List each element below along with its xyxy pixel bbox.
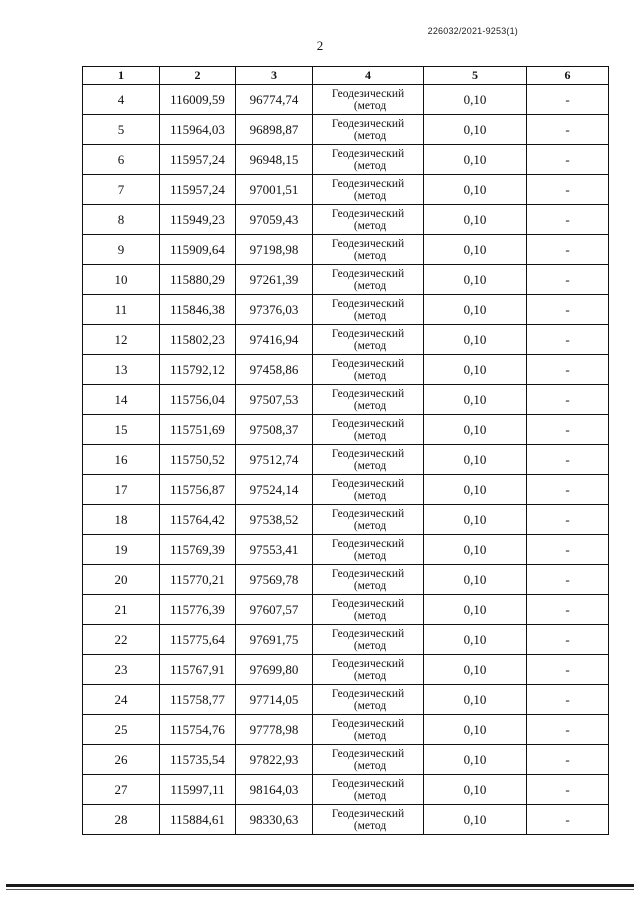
- method-line-1: Геодезический: [331, 777, 405, 790]
- point-number-cell: 6: [83, 145, 160, 175]
- note-cell: -: [527, 475, 609, 505]
- x-coordinate-cell: 115802,23: [160, 325, 236, 355]
- method-cell: [313, 355, 424, 385]
- method-cell: [313, 715, 424, 745]
- note-cell: -: [527, 85, 609, 115]
- method-line-2: (метод: [353, 339, 387, 352]
- y-coordinate-cell: 96898,87: [236, 115, 313, 145]
- y-coordinate-cell: 97569,78: [236, 565, 313, 595]
- method-line-1: Геодезический: [331, 657, 405, 670]
- table-row: [83, 595, 609, 625]
- method-line-1: Геодезический: [331, 597, 405, 610]
- y-coordinate-cell: 97538,52: [236, 505, 313, 535]
- table-row: [83, 385, 609, 415]
- accuracy-cell: 0,10: [424, 235, 527, 265]
- accuracy-cell: 0,10: [424, 805, 527, 835]
- note-cell: -: [527, 385, 609, 415]
- point-number-cell: 25: [83, 715, 160, 745]
- method-cell: [313, 745, 424, 775]
- method-line-2: (метод: [353, 429, 387, 442]
- method-line-1: Геодезический: [331, 207, 405, 220]
- note-cell: -: [527, 535, 609, 565]
- table-row: [83, 745, 609, 775]
- method-line-2: (метод: [353, 99, 387, 112]
- y-coordinate-cell: 97458,86: [236, 355, 313, 385]
- x-coordinate-cell: 115756,87: [160, 475, 236, 505]
- table-row: [83, 175, 609, 205]
- accuracy-cell: 0,10: [424, 505, 527, 535]
- accuracy-cell: 0,10: [424, 175, 527, 205]
- table-row: [83, 235, 609, 265]
- accuracy-cell: 0,10: [424, 265, 527, 295]
- note-cell: -: [527, 415, 609, 445]
- accuracy-cell: 0,10: [424, 355, 527, 385]
- y-coordinate-cell: 97059,43: [236, 205, 313, 235]
- method-line-1: Геодезический: [331, 177, 405, 190]
- point-number-cell: 20: [83, 565, 160, 595]
- point-number-cell: 13: [83, 355, 160, 385]
- point-number-cell: 16: [83, 445, 160, 475]
- note-cell: -: [527, 625, 609, 655]
- table-row: [83, 775, 609, 805]
- point-number-cell: 15: [83, 415, 160, 445]
- point-number-cell: 10: [83, 265, 160, 295]
- method-cell: [313, 205, 424, 235]
- point-number-cell: 7: [83, 175, 160, 205]
- accuracy-cell: 0,10: [424, 325, 527, 355]
- point-number-cell: 14: [83, 385, 160, 415]
- accuracy-cell: 0,10: [424, 385, 527, 415]
- method-line-2: (метод: [353, 279, 387, 292]
- table-row: [83, 445, 609, 475]
- x-coordinate-cell: 115756,04: [160, 385, 236, 415]
- point-number-cell: 19: [83, 535, 160, 565]
- accuracy-cell: 0,10: [424, 295, 527, 325]
- point-number-cell: 8: [83, 205, 160, 235]
- accuracy-cell: 0,10: [424, 745, 527, 775]
- table-header-row: [83, 67, 609, 85]
- method-line-2: (метод: [353, 579, 387, 592]
- bottom-border-line-thin: [6, 889, 634, 890]
- accuracy-cell: 0,10: [424, 625, 527, 655]
- point-number-cell: 27: [83, 775, 160, 805]
- method-line-1: Геодезический: [331, 87, 405, 100]
- method-cell: [313, 415, 424, 445]
- method-line-2: (метод: [353, 459, 387, 472]
- table-row: [83, 625, 609, 655]
- header-col-2: 2: [160, 67, 236, 85]
- accuracy-cell: 0,10: [424, 715, 527, 745]
- point-number-cell: 18: [83, 505, 160, 535]
- coordinates-table: [82, 66, 609, 835]
- point-number-cell: 24: [83, 685, 160, 715]
- table-row: [83, 265, 609, 295]
- y-coordinate-cell: 97261,39: [236, 265, 313, 295]
- accuracy-cell: 0,10: [424, 655, 527, 685]
- point-number-cell: 21: [83, 595, 160, 625]
- note-cell: -: [527, 355, 609, 385]
- x-coordinate-cell: 115884,61: [160, 805, 236, 835]
- point-number-cell: 5: [83, 115, 160, 145]
- x-coordinate-cell: 115735,54: [160, 745, 236, 775]
- point-number-cell: 28: [83, 805, 160, 835]
- method-line-2: (метод: [353, 309, 387, 322]
- x-coordinate-cell: 115957,24: [160, 175, 236, 205]
- accuracy-cell: 0,10: [424, 595, 527, 625]
- note-cell: -: [527, 745, 609, 775]
- method-line-1: Геодезический: [331, 357, 405, 370]
- method-line-2: (метод: [353, 129, 387, 142]
- point-number-cell: 23: [83, 655, 160, 685]
- note-cell: -: [527, 565, 609, 595]
- y-coordinate-cell: 97822,93: [236, 745, 313, 775]
- note-cell: -: [527, 265, 609, 295]
- point-number-cell: 11: [83, 295, 160, 325]
- y-coordinate-cell: 97553,41: [236, 535, 313, 565]
- table-row: [83, 655, 609, 685]
- header-col-5: 5: [424, 67, 527, 85]
- method-line-1: Геодезический: [331, 507, 405, 520]
- method-cell: [313, 175, 424, 205]
- note-cell: -: [527, 235, 609, 265]
- y-coordinate-cell: 96774,74: [236, 85, 313, 115]
- method-line-1: Геодезический: [331, 387, 405, 400]
- table-row: [83, 115, 609, 145]
- y-coordinate-cell: 97376,03: [236, 295, 313, 325]
- y-coordinate-cell: 97507,53: [236, 385, 313, 415]
- method-line-2: (метод: [353, 189, 387, 202]
- header-col-3: 3: [236, 67, 313, 85]
- accuracy-cell: 0,10: [424, 685, 527, 715]
- method-line-1: Геодезический: [331, 807, 405, 820]
- x-coordinate-cell: 115769,39: [160, 535, 236, 565]
- method-line-1: Геодезический: [331, 267, 405, 280]
- method-line-1: Геодезический: [331, 567, 405, 580]
- method-line-1: Геодезический: [331, 237, 405, 250]
- x-coordinate-cell: 115764,42: [160, 505, 236, 535]
- method-line-1: Геодезический: [331, 627, 405, 640]
- method-cell: [313, 505, 424, 535]
- table-row: [83, 205, 609, 235]
- x-coordinate-cell: 115750,52: [160, 445, 236, 475]
- table-row: [83, 145, 609, 175]
- method-cell: [313, 445, 424, 475]
- table-row: [83, 685, 609, 715]
- y-coordinate-cell: 97508,37: [236, 415, 313, 445]
- note-cell: -: [527, 715, 609, 745]
- document-number: 226032/2021-9253(1): [427, 26, 518, 36]
- x-coordinate-cell: 115792,12: [160, 355, 236, 385]
- note-cell: -: [527, 145, 609, 175]
- y-coordinate-cell: 97607,57: [236, 595, 313, 625]
- method-line-2: (метод: [353, 609, 387, 622]
- method-cell: [313, 805, 424, 835]
- table-row: [83, 715, 609, 745]
- method-cell: [313, 475, 424, 505]
- method-line-1: Геодезический: [331, 297, 405, 310]
- method-line-1: Геодезический: [331, 537, 405, 550]
- note-cell: -: [527, 775, 609, 805]
- y-coordinate-cell: 97691,75: [236, 625, 313, 655]
- note-cell: -: [527, 115, 609, 145]
- x-coordinate-cell: 115767,91: [160, 655, 236, 685]
- x-coordinate-cell: 115964,03: [160, 115, 236, 145]
- accuracy-cell: 0,10: [424, 445, 527, 475]
- y-coordinate-cell: 97512,74: [236, 445, 313, 475]
- method-line-2: (метод: [353, 159, 387, 172]
- method-cell: [313, 535, 424, 565]
- method-line-1: Геодезический: [331, 687, 405, 700]
- note-cell: -: [527, 595, 609, 625]
- point-number-cell: 22: [83, 625, 160, 655]
- header-col-1: 1: [83, 67, 160, 85]
- accuracy-cell: 0,10: [424, 205, 527, 235]
- table-row: [83, 355, 609, 385]
- accuracy-cell: 0,10: [424, 415, 527, 445]
- method-line-2: (метод: [353, 819, 387, 832]
- note-cell: -: [527, 295, 609, 325]
- method-cell: [313, 775, 424, 805]
- method-line-2: (метод: [353, 669, 387, 682]
- accuracy-cell: 0,10: [424, 145, 527, 175]
- note-cell: -: [527, 175, 609, 205]
- method-line-2: (метод: [353, 399, 387, 412]
- method-cell: [313, 295, 424, 325]
- point-number-cell: 17: [83, 475, 160, 505]
- y-coordinate-cell: 97416,94: [236, 325, 313, 355]
- point-number-cell: 26: [83, 745, 160, 775]
- accuracy-cell: 0,10: [424, 775, 527, 805]
- method-line-1: Геодезический: [331, 717, 405, 730]
- note-cell: -: [527, 505, 609, 535]
- accuracy-cell: 0,10: [424, 115, 527, 145]
- note-cell: -: [527, 655, 609, 685]
- x-coordinate-cell: 115758,77: [160, 685, 236, 715]
- method-cell: [313, 595, 424, 625]
- y-coordinate-cell: 97778,98: [236, 715, 313, 745]
- x-coordinate-cell: 115776,39: [160, 595, 236, 625]
- y-coordinate-cell: 96948,15: [236, 145, 313, 175]
- table-row: [83, 565, 609, 595]
- method-line-1: Геодезический: [331, 327, 405, 340]
- method-line-2: (метод: [353, 549, 387, 562]
- method-line-2: (метод: [353, 789, 387, 802]
- x-coordinate-cell: 115770,21: [160, 565, 236, 595]
- table-row: [83, 505, 609, 535]
- y-coordinate-cell: 98164,03: [236, 775, 313, 805]
- bottom-border-line: [6, 884, 634, 887]
- method-cell: [313, 385, 424, 415]
- note-cell: -: [527, 205, 609, 235]
- method-cell: [313, 655, 424, 685]
- method-line-2: (метод: [353, 219, 387, 232]
- y-coordinate-cell: 97001,51: [236, 175, 313, 205]
- note-cell: -: [527, 805, 609, 835]
- y-coordinate-cell: 97699,80: [236, 655, 313, 685]
- note-cell: -: [527, 325, 609, 355]
- method-line-2: (метод: [353, 249, 387, 262]
- x-coordinate-cell: 115846,38: [160, 295, 236, 325]
- x-coordinate-cell: 115880,29: [160, 265, 236, 295]
- x-coordinate-cell: 115909,64: [160, 235, 236, 265]
- y-coordinate-cell: 97524,14: [236, 475, 313, 505]
- table-row: [83, 325, 609, 355]
- point-number-cell: 4: [83, 85, 160, 115]
- table-body: [83, 85, 609, 835]
- point-number-cell: 12: [83, 325, 160, 355]
- method-line-1: Геодезический: [331, 147, 405, 160]
- page-number: 2: [316, 38, 324, 53]
- method-cell: [313, 685, 424, 715]
- x-coordinate-cell: 115949,23: [160, 205, 236, 235]
- x-coordinate-cell: 115751,69: [160, 415, 236, 445]
- method-cell: [313, 265, 424, 295]
- table-row: [83, 85, 609, 115]
- x-coordinate-cell: 115754,76: [160, 715, 236, 745]
- method-line-1: Геодезический: [331, 117, 405, 130]
- method-line-2: (метод: [353, 759, 387, 772]
- method-line-1: Геодезический: [331, 447, 405, 460]
- note-cell: -: [527, 685, 609, 715]
- y-coordinate-cell: 97198,98: [236, 235, 313, 265]
- method-cell: [313, 85, 424, 115]
- accuracy-cell: 0,10: [424, 565, 527, 595]
- method-line-1: Геодезический: [331, 747, 405, 760]
- table-row: [83, 295, 609, 325]
- method-line-2: (метод: [353, 369, 387, 382]
- x-coordinate-cell: 115957,24: [160, 145, 236, 175]
- table-row: [83, 475, 609, 505]
- x-coordinate-cell: 115997,11: [160, 775, 236, 805]
- method-cell: [313, 625, 424, 655]
- method-line-2: (метод: [353, 519, 387, 532]
- header-col-4: 4: [313, 67, 424, 85]
- method-cell: [313, 235, 424, 265]
- accuracy-cell: 0,10: [424, 475, 527, 505]
- method-cell: [313, 145, 424, 175]
- method-line-1: Геодезический: [331, 417, 405, 430]
- table-row: [83, 535, 609, 565]
- x-coordinate-cell: 116009,59: [160, 85, 236, 115]
- method-cell: [313, 115, 424, 145]
- method-line-2: (метод: [353, 699, 387, 712]
- accuracy-cell: 0,10: [424, 535, 527, 565]
- x-coordinate-cell: 115775,64: [160, 625, 236, 655]
- method-line-2: (метод: [353, 489, 387, 502]
- method-line-2: (метод: [353, 729, 387, 742]
- table-row: [83, 805, 609, 835]
- y-coordinate-cell: 98330,63: [236, 805, 313, 835]
- method-cell: [313, 565, 424, 595]
- y-coordinate-cell: 97714,05: [236, 685, 313, 715]
- table-row: [83, 415, 609, 445]
- accuracy-cell: 0,10: [424, 85, 527, 115]
- note-cell: -: [527, 445, 609, 475]
- header-col-6: 6: [527, 67, 609, 85]
- method-line-2: (метод: [353, 639, 387, 652]
- method-cell: [313, 325, 424, 355]
- point-number-cell: 9: [83, 235, 160, 265]
- method-line-1: Геодезический: [331, 477, 405, 490]
